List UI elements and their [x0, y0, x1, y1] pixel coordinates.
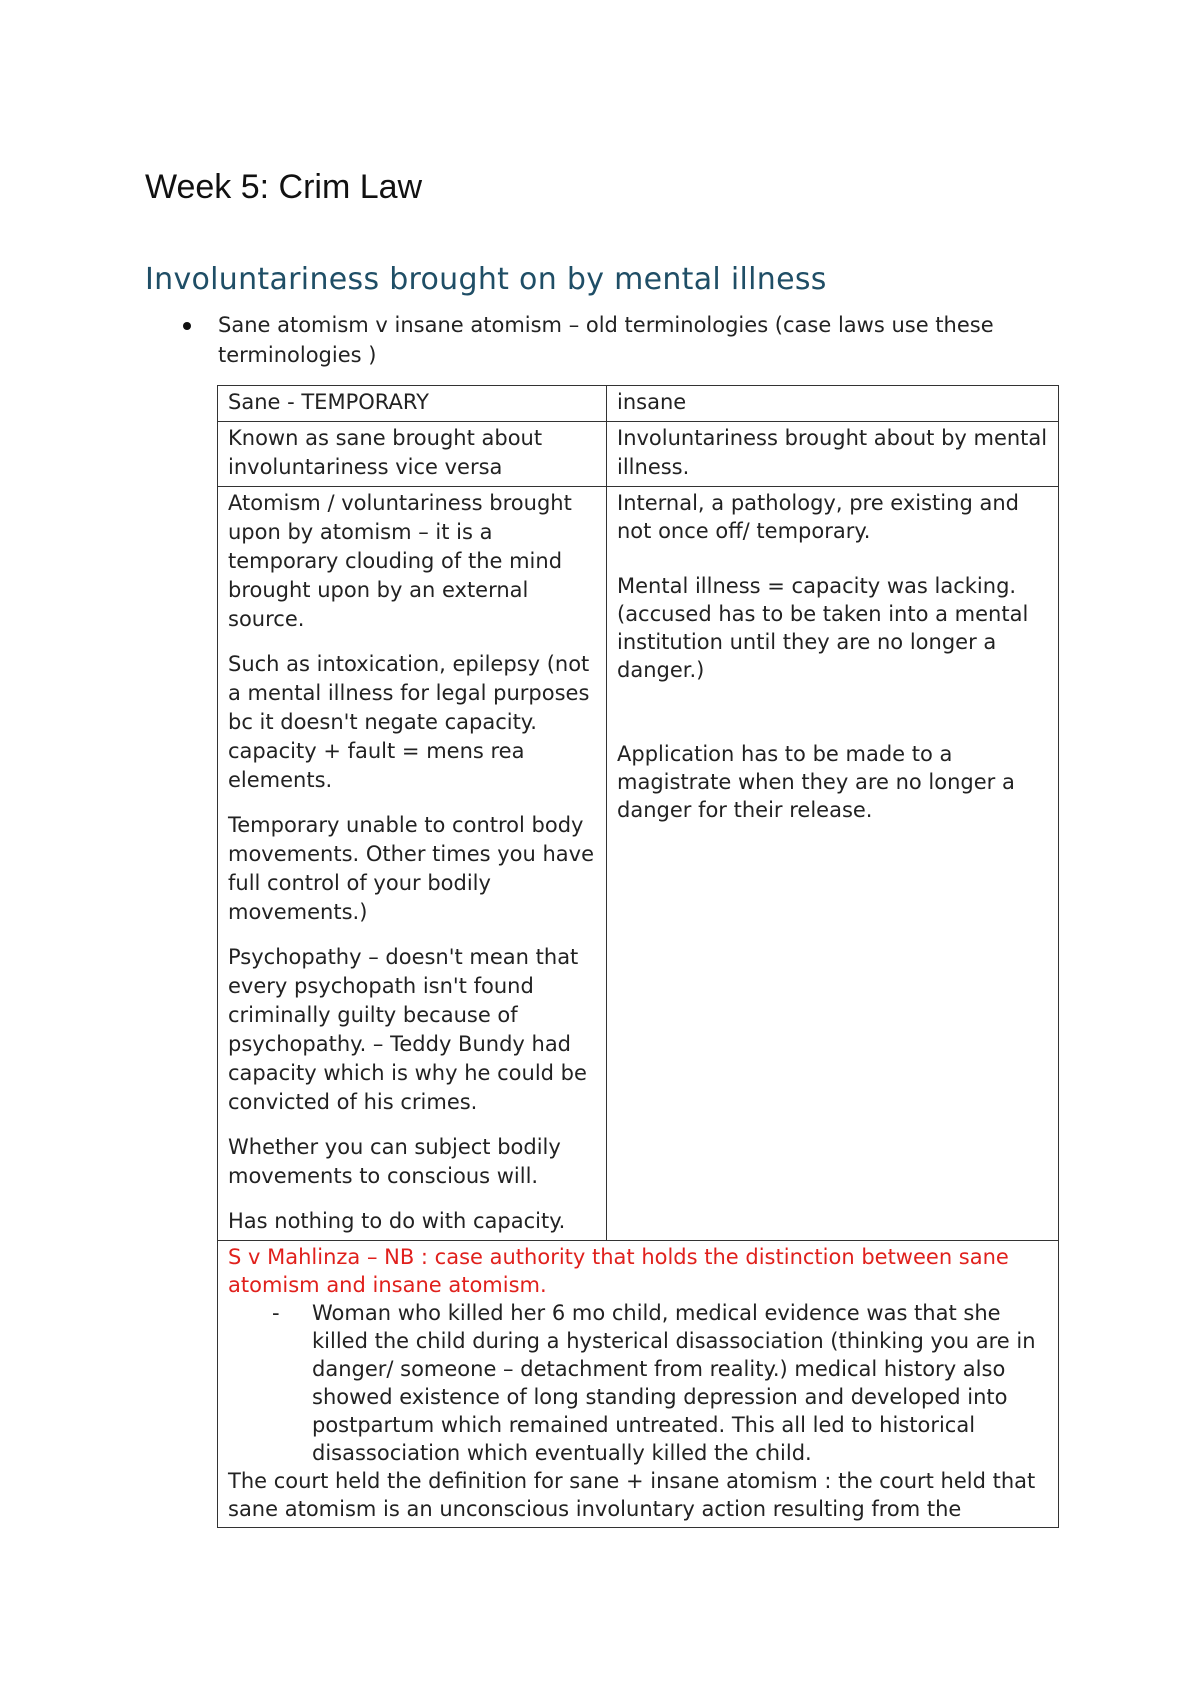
- table-cell-insane-details: [607, 487, 1059, 1241]
- comparison-table: [217, 385, 1059, 1528]
- insane-paragraph: Mental illness = capacity was lacking. (accused has to be taken into a mental institution until they are no longer a danger.): [617, 574, 1029, 682]
- case-cell: [218, 1241, 1059, 1528]
- table-cell-sane-details: [218, 487, 607, 1241]
- bullet-dot-icon: [183, 322, 191, 330]
- document-title: Week 5: Crim Law: [145, 168, 423, 206]
- sane-paragraph: Atomism / voluntariness brought upon by atomism – it is a temporary clouding of the mind brought upon by an external source.: [228, 491, 572, 631]
- table-row: [218, 386, 1059, 422]
- table-header-insane: insane: [607, 386, 1059, 422]
- case-body: The court held the definition for sane + insane atomism : the court held that sane atomism is an unconscious involuntary action resulting from the: [228, 1469, 1036, 1521]
- table-row: [218, 422, 1059, 487]
- case-sub-point: [228, 1299, 1048, 1467]
- sane-paragraph: Such as intoxication, epilepsy (not a mental illness for legal purposes bc it doesn't negate capacity. capacity + fault = mens rea elements.: [228, 652, 590, 792]
- table-header-sane: Sane - TEMPORARY: [218, 386, 607, 422]
- dash-bullet-icon: -: [272, 1301, 280, 1325]
- insane-paragraph: Internal, a pathology, pre existing and not once off/ temporary.: [617, 491, 1019, 543]
- table-cell-insane-known: Involuntariness brought about by mental illness.: [607, 422, 1059, 487]
- table-row: [218, 1241, 1059, 1528]
- sane-paragraph: Whether you can subject bodily movements to conscious will.: [228, 1135, 561, 1188]
- insane-paragraph: Application has to be made to a magistrate when they are no longer a danger for their release.: [617, 742, 1015, 822]
- case-title: S v Mahlinza – NB : case authority that holds the distinction between sane atomism and insane atomism.: [228, 1245, 1009, 1297]
- sane-paragraph: Temporary unable to control body movements. Other times you have full control of your bodily movements.): [228, 813, 595, 924]
- list-item: [145, 310, 1045, 370]
- table-cell-sane-known: Known as sane brought about involuntariness vice versa: [218, 422, 607, 487]
- bullet-list: [145, 310, 1045, 370]
- sane-paragraph: Psychopathy – doesn't mean that every psychopath isn't found criminally guilty because of psychopathy. – Teddy Bundy had capacity which is why he could be convicted of his crimes.: [228, 945, 587, 1114]
- section-heading: Involuntariness brought on by mental illness: [145, 262, 827, 297]
- case-sub-point-text: Woman who killed her 6 mo child, medical evidence was that she killed the child during a hysterical disassociation (thinking you are in danger/ someone – detachment from reality.) medical history also showed existence of long standing depression and developed into postpartum which remained untreated. This all led to historical disassociation which eventually killed the child.: [312, 1301, 1036, 1465]
- bullet-text: Sane atomism v insane atomism – old terminologies (case laws use these terminologies ): [218, 313, 994, 367]
- table-row: [218, 487, 1059, 1241]
- sane-paragraph: Has nothing to do with capacity.: [228, 1209, 566, 1233]
